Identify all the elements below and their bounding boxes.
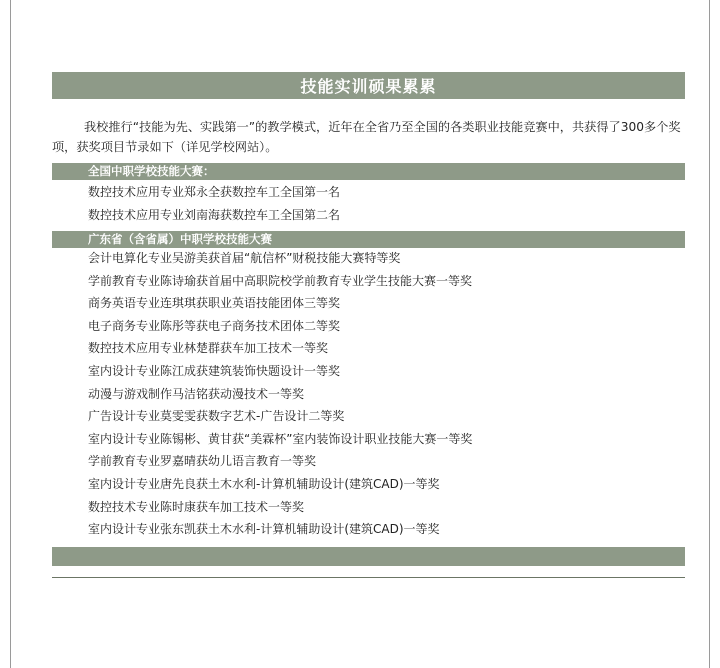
award-item: 会计电算化专业吴游美获首届“航信杯”财税技能大赛特等奖 bbox=[88, 251, 401, 265]
award-item: 电子商务专业陈彤等获电子商务技术团体二等奖 bbox=[88, 318, 341, 333]
award-item: 室内设计专业陈锡彬、黄甘获“美霖杯”室内装饰设计职业技能大赛一等奖 bbox=[88, 431, 473, 446]
award-item: 室内设计专业唐先良获土木水利-计算机辅助设计(建筑CAD)一等奖 bbox=[88, 476, 440, 491]
footer-divider bbox=[52, 577, 685, 578]
page-title: 技能实训硕果累累 bbox=[300, 77, 437, 96]
right-border-line bbox=[709, 0, 710, 668]
left-border-line bbox=[10, 0, 11, 668]
award-item: 数控技术专业陈时康获车加工技术一等奖 bbox=[88, 499, 305, 514]
award-item: 室内设计专业陈江成获建筑装饰快题设计一等奖 bbox=[88, 363, 341, 378]
intro-paragraph: 我校推行“技能为先、实践第一”的教学模式，近年在全省乃至全国的各类职业技能竞赛中，共获得了300多个奖项，获奖项目节录如下（详见学校网站）。 bbox=[52, 120, 681, 154]
award-item: 数控技术应用专业郑永全获数控车工全国第一名 bbox=[88, 185, 341, 199]
award-item: 商务英语专业连琪琪获职业英语技能团体三等奖 bbox=[88, 296, 341, 311]
footer-bar bbox=[52, 547, 685, 566]
section-header-national: 全国中职学校技能大赛： bbox=[52, 163, 685, 180]
award-item: 学前教育专业陈诗瑜获首届中高职院校学前教育专业学生技能大赛一等奖 bbox=[88, 273, 473, 288]
award-item: 广告设计专业莫雯雯获数字艺术-广告设计二等奖 bbox=[88, 409, 345, 424]
section-header-provincial: 广东省（含省属）中职学校技能大赛 bbox=[52, 231, 685, 248]
award-item: 学前教育专业罗嘉晴获幼儿语言教育一等奖 bbox=[88, 454, 317, 469]
award-list-national bbox=[88, 181, 340, 227]
award-item: 数控技术应用专业刘南海获数控车工全国第二名 bbox=[88, 208, 341, 222]
page-title-bar bbox=[52, 72, 685, 99]
award-item: 室内设计专业张东凯获土木水利-计算机辅助设计(建筑CAD)一等奖 bbox=[88, 522, 440, 537]
award-list-provincial bbox=[88, 247, 472, 541]
award-item: 动漫与游戏制作马洁铭获动漫技术一等奖 bbox=[88, 386, 305, 401]
award-item: 数控技术应用专业林楚群获车加工技术一等奖 bbox=[88, 341, 329, 356]
